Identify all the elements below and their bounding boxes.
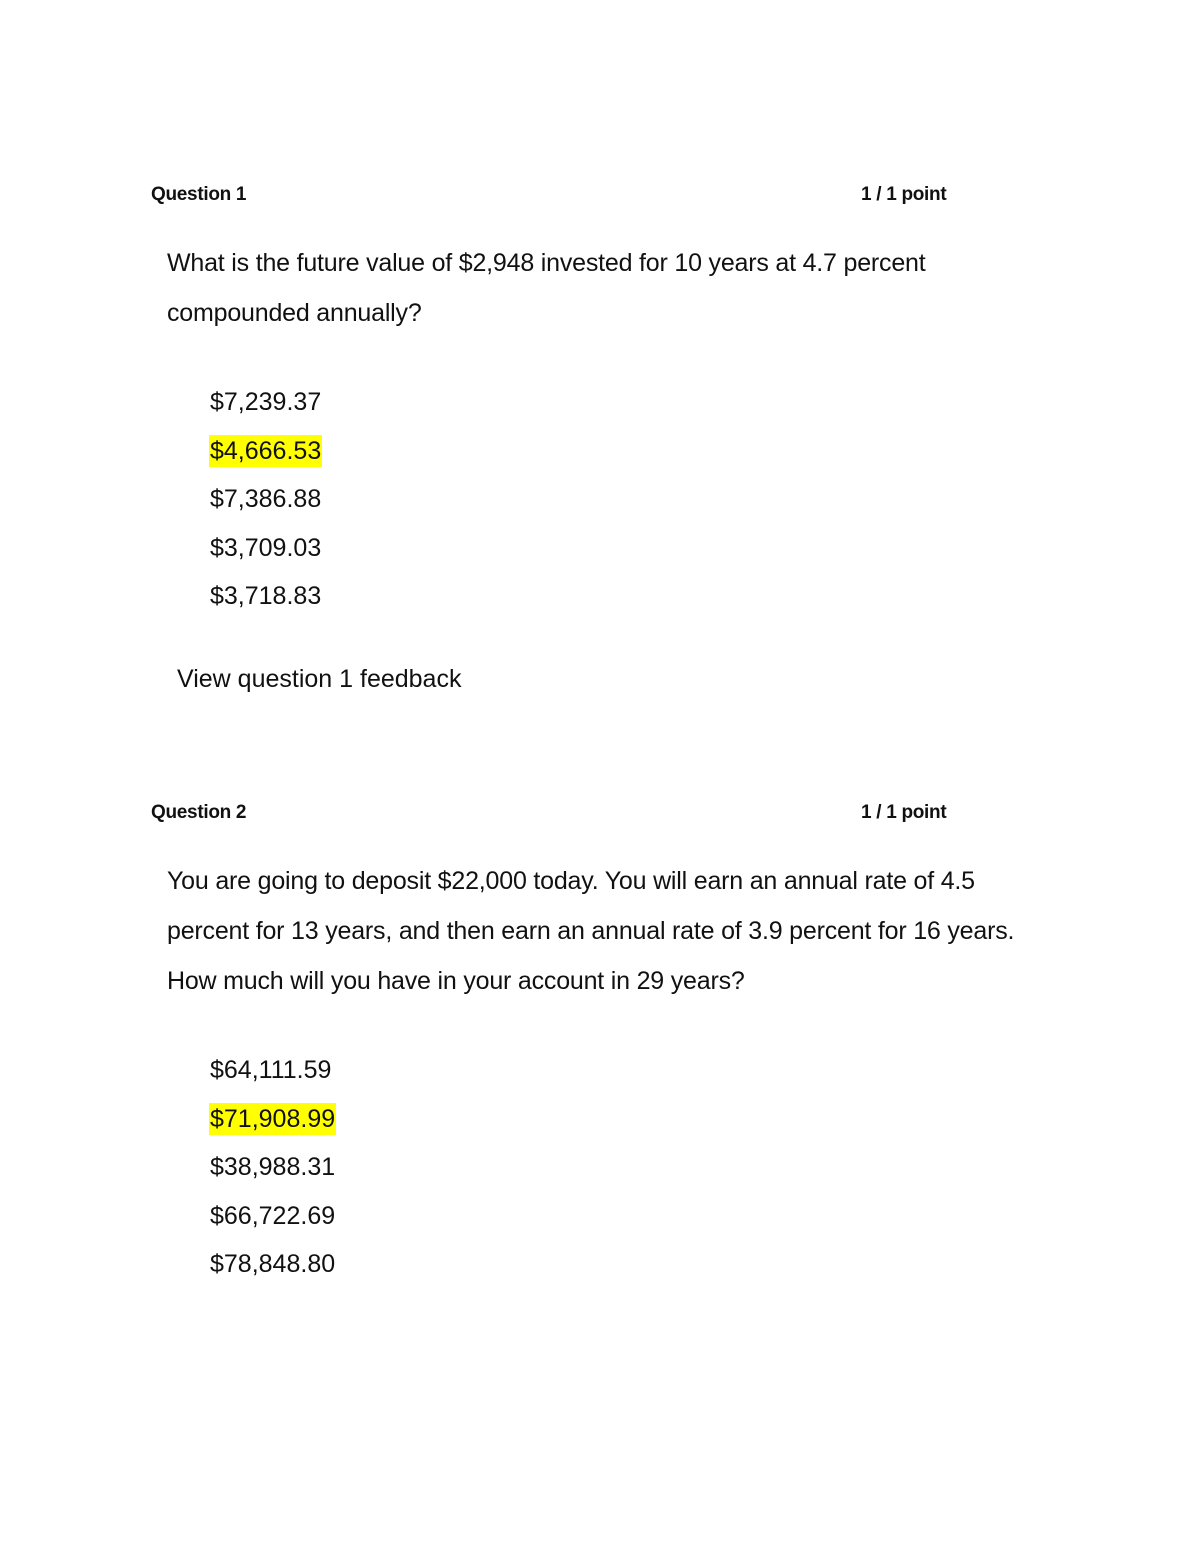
question-2 <box>151 802 1051 1289</box>
answer-option-label: $38,988.31 <box>210 1153 336 1181</box>
answer-option[interactable] <box>209 1192 1051 1241</box>
question-text: What is the future value of $2,948 invested for 10 years at 4.7 percent compounded annually? <box>167 249 926 327</box>
view-feedback-link[interactable]: View question 1 feedback <box>177 664 462 693</box>
answer-option-label: $66,722.69 <box>210 1201 336 1230</box>
question-title: Question 1 <box>151 184 247 205</box>
answer-option-label: $3,709.03 <box>210 533 322 562</box>
answer-options <box>209 378 1051 621</box>
answer-option[interactable] <box>209 475 1051 524</box>
answer-options <box>209 1046 1051 1289</box>
answer-option[interactable] <box>209 1046 1051 1095</box>
question-1 <box>151 184 1051 694</box>
question-text: You are going to deposit $22,000 today. You will earn an annual rate of 4.5 percent for 13 years, and then earn an annual rate of 3.9 percent for 16 years. How much will you have in your account in 29 years? <box>167 867 1015 995</box>
answer-option-label: $3,718.83 <box>210 582 322 610</box>
answer-option-label-highlighted: $4,666.53 <box>210 436 322 465</box>
question-title: Question 2 <box>151 802 247 823</box>
answer-option[interactable] <box>209 572 1051 621</box>
answer-option-label-highlighted: $71,908.99 <box>210 1104 336 1133</box>
answer-option[interactable] <box>209 1240 1051 1289</box>
answer-option-label: $7,386.88 <box>210 485 322 513</box>
question-header <box>151 802 1051 830</box>
answer-option[interactable] <box>209 378 1051 427</box>
question-points: 1 / 1 point <box>861 802 947 823</box>
question-header <box>151 184 1051 212</box>
answer-option-label: $64,111.59 <box>210 1056 332 1084</box>
question-points: 1 / 1 point <box>861 184 947 205</box>
answer-option-selected[interactable] <box>209 427 1051 476</box>
answer-option-label: $7,239.37 <box>210 388 322 416</box>
answer-option[interactable] <box>209 524 1051 573</box>
answer-option[interactable] <box>209 1143 1051 1192</box>
answer-option-selected[interactable] <box>209 1095 1051 1144</box>
answer-option-label: $78,848.80 <box>210 1250 336 1278</box>
